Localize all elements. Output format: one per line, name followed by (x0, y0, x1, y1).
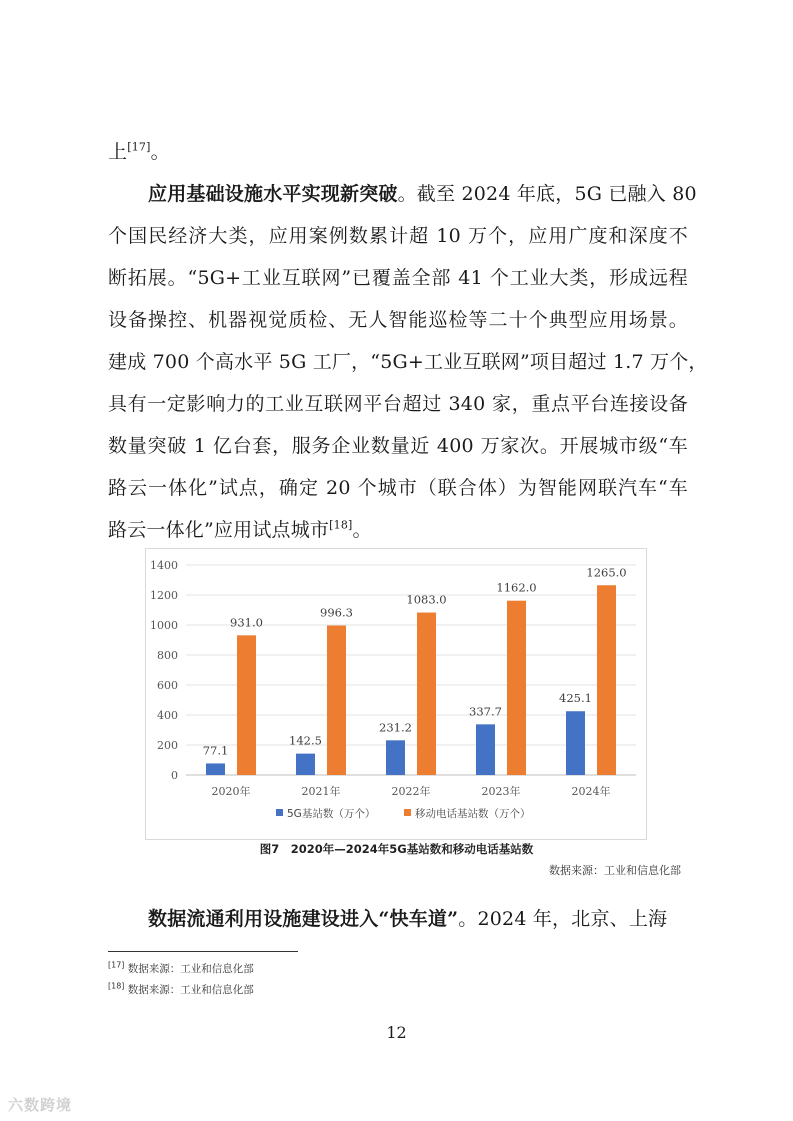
x-tick-label: 2023年 (481, 785, 521, 798)
y-tick-label: 1000 (150, 619, 178, 632)
data-label: 1162.0 (496, 580, 537, 595)
intro-line (108, 140, 688, 164)
data-label: 425.1 (559, 691, 592, 706)
footnote-ref-17[interactable]: [17] (127, 140, 151, 154)
x-tick-label: 2020年 (211, 785, 251, 798)
footnote-18-ref: [18] (108, 981, 125, 991)
footnote-divider (108, 951, 298, 952)
bar-5g-4 (566, 711, 585, 775)
paragraph1-line3: 断拓展。“5G+工业互联网”已覆盖全部 41 个工业大类，形成远程 (108, 267, 688, 289)
bar-5g-3 (476, 724, 495, 775)
bar-mobile-2 (417, 613, 436, 775)
paragraph1-line4: 设备操控、机器视觉质检、无人智能巡检等二十个典型应用场景。 (108, 309, 688, 331)
footnote-17-ref: [17] (108, 960, 125, 970)
paragraph2-rest: 。2024 年，北京、上海 (458, 908, 668, 930)
bar-5g-1 (296, 754, 315, 775)
footnote-17 (108, 962, 254, 976)
paragraph2-line1 (148, 907, 688, 931)
bar-5g-0 (206, 763, 225, 775)
paragraph1-line9-text: 路云一体化”应用试点城市 (108, 519, 330, 541)
paragraph1-line5: 建成 700 个高水平 5G 工厂，“5G+工业互联网”项目超过 1.7 万个， (108, 351, 708, 373)
paragraph1-line2: 个国民经济大类，应用案例数累计超 10 万个，应用广度和深度不 (108, 225, 688, 247)
paragraph2-lead: 数据流通利用设施建设进入“快车道” (148, 908, 459, 930)
data-label: 77.1 (202, 743, 229, 758)
bar-chart (145, 548, 647, 840)
footnote-17-text: 数据来源：工业和信息化部 (127, 963, 254, 975)
x-tick-label: 2021年 (301, 785, 341, 798)
x-tick-label: 2024年 (571, 785, 611, 798)
legend-label: 5G基站数（万个） (287, 808, 376, 820)
y-tick-label: 1200 (150, 589, 178, 602)
y-tick-label: 200 (157, 739, 178, 752)
bar-mobile-0 (237, 635, 256, 775)
chart-svg (146, 549, 646, 839)
x-tick-label: 2022年 (391, 785, 431, 798)
data-source: 数据来源：工业和信息化部 (549, 864, 681, 877)
paragraph1-line9 (108, 518, 688, 542)
paragraph1-line9-tail: 。 (352, 519, 372, 541)
paragraph1-line7: 数量突破 1 亿台套，服务企业数量近 400 万家次。开展城市级“车 (108, 435, 688, 457)
data-label: 337.7 (469, 704, 502, 719)
y-tick-label: 800 (157, 649, 178, 662)
footnote-ref-18[interactable]: [18] (329, 518, 353, 532)
footnote-18-text: 数据来源：工业和信息化部 (127, 984, 254, 996)
data-label: 996.3 (320, 605, 353, 620)
data-label: 931.0 (230, 615, 263, 630)
page-number: 12 (386, 1023, 407, 1042)
legend-label: 移动电话基站数（万个） (415, 808, 531, 820)
paragraph1-line1-rest: 。截至 2024 年底，5G 已融入 80 (397, 183, 697, 205)
paragraph1-line1 (148, 182, 697, 206)
paragraph1-lead: 应用基础设施水平实现新突破 (148, 183, 398, 205)
data-label: 1083.0 (406, 592, 447, 607)
bar-mobile-3 (507, 601, 526, 775)
bar-mobile-4 (597, 585, 616, 775)
watermark-logo: 六数跨境 (8, 1096, 73, 1114)
y-tick-label: 600 (157, 679, 178, 692)
y-tick-label: 1400 (150, 559, 178, 572)
y-tick-label: 400 (157, 709, 178, 722)
figure-caption: 图7 2020年—2024年5G基站数和移动电话基站数 (259, 842, 534, 856)
bar-5g-2 (386, 740, 405, 775)
paragraph1-line8: 路云一体化”试点，确定 20 个城市（联合体）为智能网联汽车“车 (108, 477, 688, 499)
data-label: 1265.0 (586, 565, 627, 580)
y-tick-label: 0 (171, 769, 178, 782)
bar-mobile-1 (327, 626, 346, 775)
data-label: 231.2 (379, 720, 412, 735)
legend-swatch-0 (276, 809, 283, 816)
paragraph1-line6: 具有一定影响力的工业互联网平台超过 340 家，重点平台连接设备 (108, 393, 688, 415)
intro-tail: 。 (150, 141, 170, 163)
footnote-18 (108, 983, 254, 997)
intro-text: 上 (108, 141, 128, 163)
legend-swatch-1 (404, 809, 411, 816)
data-label: 142.5 (289, 733, 322, 748)
